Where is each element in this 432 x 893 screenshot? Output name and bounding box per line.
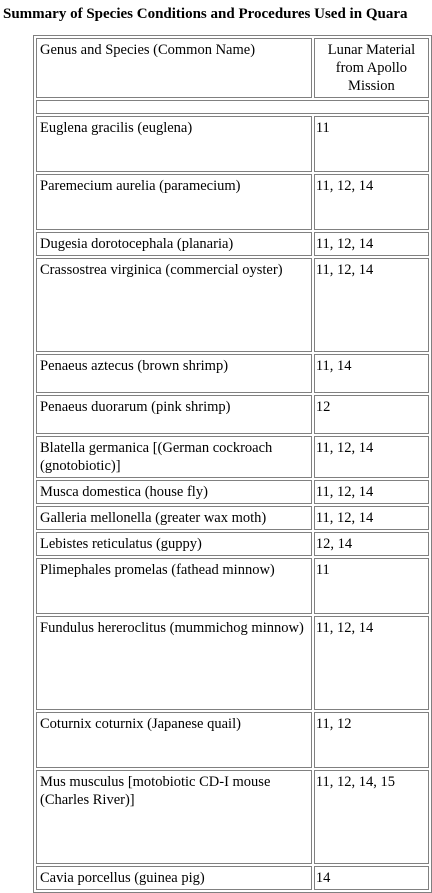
apollo-missions: 11, 12, 14: [314, 616, 429, 710]
apollo-missions: 11, 12, 14: [314, 436, 429, 478]
header-row: [36, 38, 429, 98]
table-row: [36, 712, 429, 768]
table-row: [36, 258, 429, 352]
table-row: [36, 506, 429, 530]
apollo-missions: 11, 12, 14: [314, 174, 429, 230]
header-genus-species: Genus and Species (Common Name): [36, 38, 312, 98]
species-name: Lebistes reticulatus (guppy): [36, 532, 312, 556]
table-title: Summary of Species Conditions and Procedures Used in Quara: [3, 6, 408, 22]
apollo-missions: 11: [314, 116, 429, 172]
species-name: Fundulus hereroclitus (mummichog minnow): [36, 616, 312, 710]
species-table: [33, 35, 432, 893]
table-row: [36, 616, 429, 710]
table-row: [36, 770, 429, 864]
apollo-missions: 12, 14: [314, 532, 429, 556]
species-name: Coturnix coturnix (Japanese quail): [36, 712, 312, 768]
species-name: Euglena gracilis (euglena): [36, 116, 312, 172]
species-name: Paremecium aurelia (paramecium): [36, 174, 312, 230]
table-row: [36, 174, 429, 230]
table-row: [36, 354, 429, 393]
table-row: [36, 532, 429, 556]
species-name: Crassostrea virginica (commercial oyster): [36, 258, 312, 352]
table-row: [36, 232, 429, 256]
table-row: [36, 116, 429, 172]
species-name: Galleria mellonella (greater wax moth): [36, 506, 312, 530]
table-row: [36, 558, 429, 614]
apollo-missions: 11, 12: [314, 712, 429, 768]
table-row: [36, 866, 429, 890]
species-name: Blatella germanica [(German cockroach (gnotobiotic)]: [36, 436, 312, 478]
apollo-missions: 12: [314, 395, 429, 434]
apollo-missions: 11, 12, 14: [314, 480, 429, 504]
apollo-missions: 11, 12, 14: [314, 232, 429, 256]
species-name: Mus musculus [motobiotic CD-I mouse (Charles River)]: [36, 770, 312, 864]
table-row: [36, 436, 429, 478]
apollo-missions: 11, 12, 14: [314, 258, 429, 352]
species-name: Penaeus aztecus (brown shrimp): [36, 354, 312, 393]
species-name: Plimephales promelas (fathead minnow): [36, 558, 312, 614]
spacer-cell: [36, 100, 429, 114]
apollo-missions: 11, 12, 14: [314, 506, 429, 530]
species-name: Penaeus duorarum (pink shrimp): [36, 395, 312, 434]
header-lunar-material: Lunar Material from Apollo Mission: [314, 38, 429, 98]
table-row: [36, 480, 429, 504]
apollo-missions: 11, 12, 14, 15: [314, 770, 429, 864]
apollo-missions: 11: [314, 558, 429, 614]
table-row: [36, 395, 429, 434]
apollo-missions: 11, 14: [314, 354, 429, 393]
species-name: Musca domestica (house fly): [36, 480, 312, 504]
species-name: Dugesia dorotocephala (planaria): [36, 232, 312, 256]
apollo-missions: 14: [314, 866, 429, 890]
table-row: [36, 100, 429, 114]
species-name: Cavia porcellus (guinea pig): [36, 866, 312, 890]
